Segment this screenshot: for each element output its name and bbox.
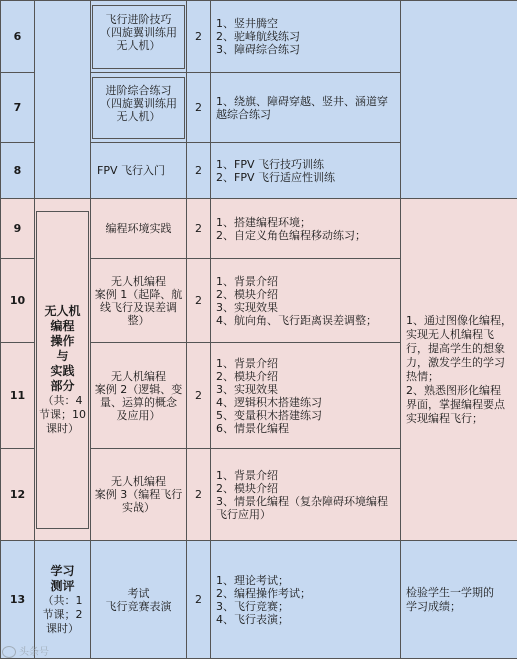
goal-programming: [401, 199, 517, 541]
lesson-content: [211, 449, 401, 541]
content-line: 2、编程操作考试；: [216, 586, 311, 600]
topic-line: （四旋翼训练用: [100, 96, 177, 110]
lesson-number: 6: [1, 1, 35, 73]
lesson-topic: [91, 259, 187, 343]
goal-line: 热情；: [406, 369, 439, 383]
content-line: 1、绕旗、障碍穿越、竖井、涵道穿: [216, 94, 388, 108]
lesson-hours: 2: [187, 73, 211, 143]
lesson-hours: 2: [187, 143, 211, 199]
lesson-number: 9: [1, 199, 35, 259]
lesson-hours: 2: [187, 449, 211, 541]
goal-line: 力，激发学生的学习: [406, 355, 505, 369]
goal-line: 行，提高学生的想象: [406, 341, 505, 355]
module-title-line: 与: [56, 348, 69, 363]
topic-line: 案例 3（编程飞行: [94, 488, 183, 501]
content-line: 2、驼峰航线练习: [216, 30, 300, 43]
content-line: 3、障碍综合练习: [216, 43, 300, 56]
lesson-content: [211, 143, 401, 199]
module-cell-flight: [35, 1, 91, 199]
content-line: 4、航向角、飞行距离误差调整；: [216, 313, 377, 327]
module-programming-box: [36, 211, 89, 529]
topic-line: 案例 1（起降、航: [94, 287, 183, 301]
module-title-line: 无人机: [44, 303, 81, 318]
lesson-topic: [91, 199, 187, 259]
topic-line: 飞行竞赛表演: [105, 599, 172, 613]
goal-cell-flight: [401, 1, 517, 199]
topic-line: 无人机编程: [111, 274, 166, 288]
content-line: 6、情景化编程: [216, 421, 289, 435]
content-line: 2、FPV 飞行适应性训练: [216, 170, 335, 184]
module-title-line: 学习: [50, 563, 75, 578]
module-detail-line: （共：4: [42, 393, 83, 407]
content-line: 4、逻辑积木搭建练习: [216, 395, 322, 409]
lesson-number: 11: [1, 343, 35, 449]
lesson-hours: 2: [187, 343, 211, 449]
topic-line: FPV 飞行入门: [97, 164, 165, 177]
topic-line: 飞行进阶技巧: [105, 12, 172, 26]
topic-line: 整）: [127, 313, 150, 327]
module-detail-line: 课时）: [46, 421, 79, 435]
module-detail-line: 节课；2: [42, 607, 83, 621]
topic-line: 编程环境实践: [105, 222, 172, 235]
module-detail-line: （共：1: [42, 593, 83, 607]
lesson-number: 10: [1, 259, 35, 343]
table-row: [1, 199, 517, 259]
topic-line: 无人机编程: [111, 475, 166, 488]
topic-line: （四旋翼训练用: [100, 25, 177, 39]
module-title-line: 操作: [50, 333, 75, 348]
topic-line: 案例 2（逻辑、变: [94, 382, 183, 396]
content-line: 1、竖井腾空: [216, 17, 278, 30]
topic-line: 无人机编程: [111, 369, 166, 383]
lesson-hours: 2: [187, 541, 211, 659]
lesson-number: 13: [1, 541, 35, 659]
content-line: 5、变量积木搭建练习: [216, 408, 322, 422]
table-row: [1, 541, 517, 659]
goal-line: 界面，掌握编程要点: [406, 397, 505, 411]
content-line: 1、理论考试；: [216, 573, 289, 587]
content-line: 4、飞行表演；: [216, 612, 289, 626]
watermark-text: 头条号: [19, 647, 49, 658]
content-line: 飞行应用）: [216, 507, 271, 521]
lesson-topic: [91, 343, 187, 449]
content-line: 3、实现效果: [216, 300, 278, 314]
content-line: 越综合练习: [216, 107, 271, 121]
content-line: 2、自定义角色编程移动练习；: [216, 228, 366, 242]
lesson-topic: [91, 143, 187, 199]
content-line: 3、飞行竞赛；: [216, 599, 289, 613]
module-title-line: 部分: [50, 378, 75, 393]
content-line: 2、模块介绍: [216, 287, 278, 301]
topic-line: 及应用）: [116, 408, 161, 422]
lesson-topic: [92, 5, 185, 69]
lesson-topic-cell: [91, 73, 187, 143]
module-assessment: [35, 541, 91, 659]
content-line: 2、模块介绍: [216, 481, 278, 495]
lesson-topic-cell: [91, 1, 187, 73]
watermark-logo-icon: [2, 646, 16, 658]
content-line: 1、背景介绍: [216, 356, 278, 370]
module-programming: [35, 199, 91, 541]
goal-line: 实现编程飞行；: [406, 411, 483, 425]
lesson-content: [211, 541, 401, 659]
lesson-number: 12: [1, 449, 35, 541]
topic-line: 进阶综合练习: [105, 83, 172, 97]
content-line: 1、搭建编程环境；: [216, 215, 311, 229]
module-detail-line: 课时）: [46, 621, 79, 635]
lesson-content: [211, 343, 401, 449]
topic-line: 无人机）: [116, 38, 161, 52]
goal-assessment: [401, 541, 517, 659]
lesson-number: 7: [1, 73, 35, 143]
lesson-content: [211, 259, 401, 343]
table-row: [1, 1, 517, 73]
topic-line: 实战）: [122, 501, 155, 514]
topic-line: 量、运算的概念: [100, 395, 177, 409]
module-detail-line: 节课；10: [39, 407, 86, 421]
lesson-topic: [91, 541, 187, 659]
lesson-number: 8: [1, 143, 35, 199]
module-title-line: 编程: [50, 318, 75, 333]
lesson-hours: 2: [187, 199, 211, 259]
goal-line: 2、熟悉图形化编程: [406, 383, 501, 397]
lesson-content: [211, 1, 401, 73]
goal-line: 检验学生一学期的: [406, 585, 494, 599]
lesson-topic: [91, 449, 187, 541]
watermark: [2, 643, 49, 658]
module-title-line: 测评: [50, 578, 75, 593]
content-line: 2、模块介绍: [216, 369, 278, 383]
goal-line: 学习成绩；: [406, 599, 461, 613]
goal-line: 1、通过图像化编程，: [406, 313, 512, 327]
lesson-hours: 2: [187, 1, 211, 73]
content-line: 1、背景介绍: [216, 274, 278, 288]
module-title-line: 实践: [50, 363, 75, 378]
content-line: 1、背景介绍: [216, 468, 278, 482]
topic-line: 考试: [127, 586, 150, 600]
lesson-content: [211, 73, 401, 143]
goal-line: 实现无人机编程飞: [406, 327, 494, 341]
topic-line: 无人机）: [116, 109, 161, 123]
content-line: 3、情景化编程（复杂障碍环境编程: [216, 494, 388, 508]
lesson-topic: [92, 77, 185, 139]
content-line: 1、FPV 飞行技巧训练: [216, 157, 324, 171]
content-line: 3、实现效果: [216, 382, 278, 396]
lesson-content: [211, 199, 401, 259]
lesson-hours: 2: [187, 259, 211, 343]
topic-line: 线飞行及误差调: [100, 300, 177, 314]
